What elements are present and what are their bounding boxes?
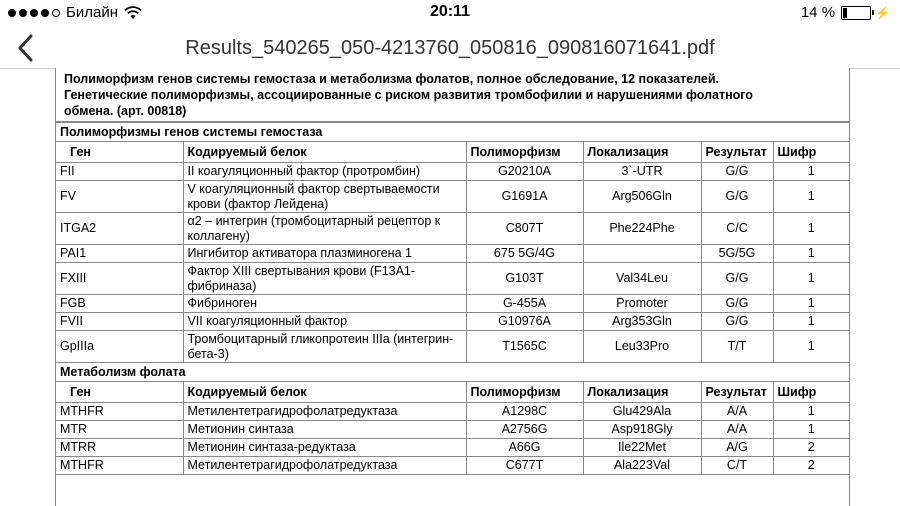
result-cell: A/G [701, 439, 773, 457]
protein-cell: Тромбоцитарный гликопротеин IIIa (интегрин-бета-3) [183, 331, 466, 363]
gene-cell: FXIII [56, 263, 183, 295]
report-header [56, 68, 849, 122]
code-cell: 1 [773, 421, 849, 439]
gene-cell: ITGA2 [56, 213, 183, 245]
column-header-row [56, 142, 849, 163]
table-row [56, 421, 849, 439]
code-cell: 2 [773, 457, 849, 475]
table-row [56, 313, 849, 331]
table-row [56, 163, 849, 181]
table-row [56, 213, 849, 245]
polymorphism-cell: G1691A [466, 181, 583, 213]
results-table [56, 122, 849, 475]
protein-cell: II коагуляционный фактор (протромбин) [183, 163, 466, 181]
code-cell: 1 [773, 213, 849, 245]
gene-cell: MTR [56, 421, 183, 439]
protein-cell: Метилентетрагидрофолатредуктаза [183, 403, 466, 421]
column-header: Локализация [583, 142, 701, 163]
location-cell: Promoter [583, 295, 701, 313]
result-cell: T/T [701, 331, 773, 363]
protein-cell: Метилентетрагидрофолатредуктаза [183, 457, 466, 475]
table-row [56, 295, 849, 313]
result-cell: C/C [701, 213, 773, 245]
section-title: Метаболизм фолата [56, 363, 849, 382]
table-row [56, 181, 849, 213]
gene-cell: FII [56, 163, 183, 181]
navigation-bar [0, 28, 900, 69]
gene-cell: MTHFR [56, 457, 183, 475]
gene-cell: GpIIIa [56, 331, 183, 363]
polymorphism-cell: G10976A [466, 313, 583, 331]
column-header: Локализация [583, 382, 701, 403]
clock: 20:11 [429, 3, 471, 20]
carrier-name: Билайн [66, 4, 118, 21]
location-cell: Ile22Met [583, 439, 701, 457]
report-header-line: Генетические полиморфизмы, ассоциированные с риском развития тромбофилии и нарушениями фолатного [64, 88, 753, 102]
battery-icon [841, 6, 871, 20]
protein-cell: Фибриноген [183, 295, 466, 313]
location-cell: Ala223Val [583, 457, 701, 475]
result-cell: G/G [701, 313, 773, 331]
table-row [56, 457, 849, 475]
polymorphism-cell: A2756G [466, 421, 583, 439]
location-cell: 3`-UTR [583, 163, 701, 181]
column-header: Шифр [773, 142, 849, 163]
gene-cell: FVII [56, 313, 183, 331]
code-cell: 1 [773, 403, 849, 421]
protein-cell: α2 – интегрин (тромбоцитарный рецептор к коллагену) [183, 213, 466, 245]
polymorphism-cell: C807T [466, 213, 583, 245]
protein-cell: Метионин синтаза [183, 421, 466, 439]
code-cell: 1 [773, 331, 849, 363]
report-header-line: Полиморфизм генов системы гемостаза и метаболизма фолатов, полное обследование, 12 показателей. [64, 72, 720, 86]
code-cell: 1 [773, 263, 849, 295]
code-cell: 2 [773, 439, 849, 457]
result-cell: G/G [701, 181, 773, 213]
column-header: Кодируемый белок [183, 142, 466, 163]
table-row [56, 263, 849, 295]
pdf-page[interactable] [55, 68, 850, 506]
column-header: Кодируемый белок [183, 382, 466, 403]
column-header: Полиморфизм [466, 142, 583, 163]
column-header: Шифр [773, 382, 849, 403]
report-header-line: обмена. (арт. 00818) [64, 104, 187, 118]
polymorphism-cell: A66G [466, 439, 583, 457]
result-cell: 5G/5G [701, 245, 773, 263]
section-title-row [56, 123, 849, 142]
table-row [56, 245, 849, 263]
column-header-row [56, 382, 849, 403]
charging-icon: ⚡ [875, 5, 890, 20]
result-cell: C/T [701, 457, 773, 475]
polymorphism-cell: C677T [466, 457, 583, 475]
table-row [56, 403, 849, 421]
result-cell: A/A [701, 403, 773, 421]
location-cell: Arg506Gln [583, 181, 701, 213]
section-title: Полиморфизмы генов системы гемостаза [56, 123, 849, 142]
location-cell [583, 245, 701, 263]
polymorphism-cell: G103T [466, 263, 583, 295]
polymorphism-cell: G20210A [466, 163, 583, 181]
polymorphism-cell: G-455A [466, 295, 583, 313]
result-cell: G/G [701, 263, 773, 295]
gene-cell: MTRR [56, 439, 183, 457]
code-cell: 1 [773, 181, 849, 213]
column-header: Результат [701, 142, 773, 163]
code-cell: 1 [773, 245, 849, 263]
location-cell: Glu429Ala [583, 403, 701, 421]
protein-cell: VII коагуляционный фактор [183, 313, 466, 331]
code-cell: 1 [773, 313, 849, 331]
column-header: Результат [701, 382, 773, 403]
location-cell: Leu33Pro [583, 331, 701, 363]
table-row [56, 331, 849, 363]
protein-cell: Ингибитор активатора плазминогена 1 [183, 245, 466, 263]
code-cell: 1 [773, 163, 849, 181]
document-title: Results_540265_050-4213760_050816_090816071641.pdf [185, 37, 715, 59]
code-cell: 1 [773, 295, 849, 313]
battery-percentage: 14 % [800, 4, 836, 21]
section-title-row [56, 363, 849, 382]
location-cell: Asp918Gly [583, 421, 701, 439]
result-cell: A/A [701, 421, 773, 439]
result-cell: G/G [701, 295, 773, 313]
polymorphism-cell: A1298C [466, 403, 583, 421]
gene-cell: PAI1 [56, 245, 183, 263]
gene-cell: MTHFR [56, 403, 183, 421]
gene-cell: FV [56, 181, 183, 213]
table-row [56, 439, 849, 457]
polymorphism-cell: T1565C [466, 331, 583, 363]
protein-cell: Метионин синтаза-редуктаза [183, 439, 466, 457]
column-header: Ген [56, 142, 183, 163]
location-cell: Phe224Phe [583, 213, 701, 245]
polymorphism-cell: 675 5G/4G [466, 245, 583, 263]
result-cell: G/G [701, 163, 773, 181]
status-bar [0, 0, 900, 28]
gene-cell: FGB [56, 295, 183, 313]
column-header: Ген [56, 382, 183, 403]
column-header: Полиморфизм [466, 382, 583, 403]
location-cell: Arg353Gln [583, 313, 701, 331]
location-cell: Val34Leu [583, 263, 701, 295]
protein-cell: Фактор XIII свертывания крови (F13A1-фибриназа) [183, 263, 466, 295]
protein-cell: V коагуляционный фактор свертываемости крови (фактор Лейдена) [183, 181, 466, 213]
